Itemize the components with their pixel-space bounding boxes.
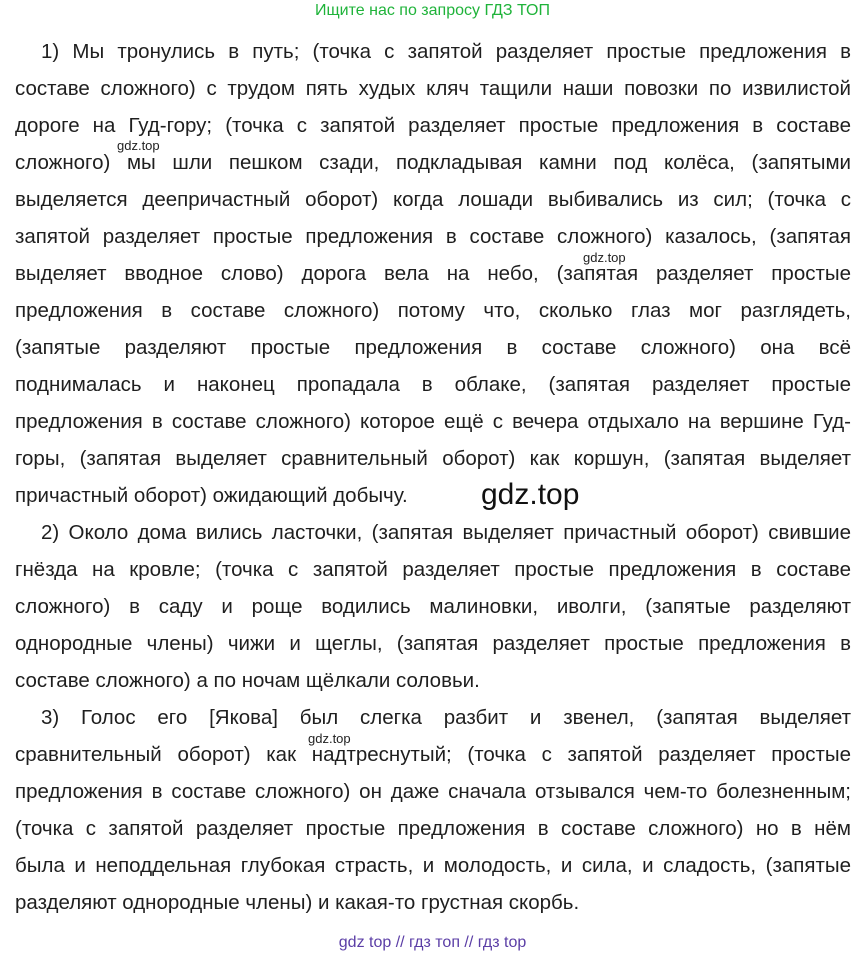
text-line: предложения в составе сложного) потому что, сколько глаз мог разглядеть, (15, 299, 851, 322)
text-line: была и неподдельная глубокая страсть, и молодость, и сила, и сладость, (запятые (15, 854, 851, 877)
text-line: 1) Мы тронулись в путь; (точка с запятой разделяет простые предложения в (41, 40, 851, 63)
footer-banner: gdz top // гдз топ // гдз top (338, 934, 527, 951)
text-line: предложения в составе сложного) он даже сначала отзывался чем-то болезненным; (15, 780, 851, 803)
text-line: (запятые разделяют простые предложения в составе сложного) она всё (15, 336, 851, 359)
watermark: gdz.top (583, 250, 626, 265)
text-line: гнёзда на кровле; (точка с запятой разделяет простые предложения в составе (15, 558, 851, 581)
text-line: однородные члены) чижи и щеглы, (запятая разделяет простые предложения в (15, 632, 851, 655)
text-line: 3) Голос его [Якова] был слегка разбит и звенел, (запятая выделяет (41, 706, 851, 729)
text-line: разделяют однородные члены) и какая-то грустная скорбь. (15, 891, 580, 914)
watermark: gdz.top (308, 731, 351, 746)
text-line: сравнительный оборот) как надтреснутый; (точка с запятой разделяет простые (15, 743, 851, 766)
text-line: составе сложного) а по ночам щёлкали соловьи. (15, 669, 480, 692)
text-line: дороге на Гуд-гору; (точка с запятой разделяет простые предложения в составе (15, 114, 851, 137)
text-line: выделяет вводное слово) дорога вела на небо, (запятая разделяет простые (15, 262, 851, 285)
text-line: причастный оборот) ожидающий добычу. (15, 484, 408, 507)
watermark-large: gdz.top (481, 478, 580, 511)
text-line: поднималась и наконец пропадала в облаке, (запятая разделяет простые (15, 373, 851, 396)
text-line: сложного) мы шли пешком сзади, подкладывая камни под колёса, (запятыми (15, 151, 851, 174)
text-line: сложного) в саду и роще водились малиновки, иволги, (запятые разделяют (15, 595, 851, 618)
text-line: предложения в составе сложного) которое ещё с вечера отдыхало на вершине Гуд- (15, 410, 851, 433)
search-banner: Ищите нас по запросу ГДЗ ТОП (315, 2, 550, 19)
text-line: 2) Около дома вились ласточки, (запятая выделяет причастный оборот) свившие (41, 521, 851, 544)
text-line: составе сложного) с трудом пять худых кляч тащили наши повозки по извилистой (15, 77, 851, 100)
watermark: gdz.top (117, 138, 160, 153)
text-line: выделяется деепричастный оборот) когда лошади выбивались из сил; (точка с (15, 188, 851, 211)
text-line: горы, (запятая выделяет сравнительный оборот) как коршун, (запятая выделяет (15, 447, 851, 470)
text-line: (точка с запятой разделяет простые предложения в составе сложного) но в нём (15, 817, 851, 840)
text-line: запятой разделяет простые предложения в составе сложного) казалось, (запятая (15, 225, 851, 248)
